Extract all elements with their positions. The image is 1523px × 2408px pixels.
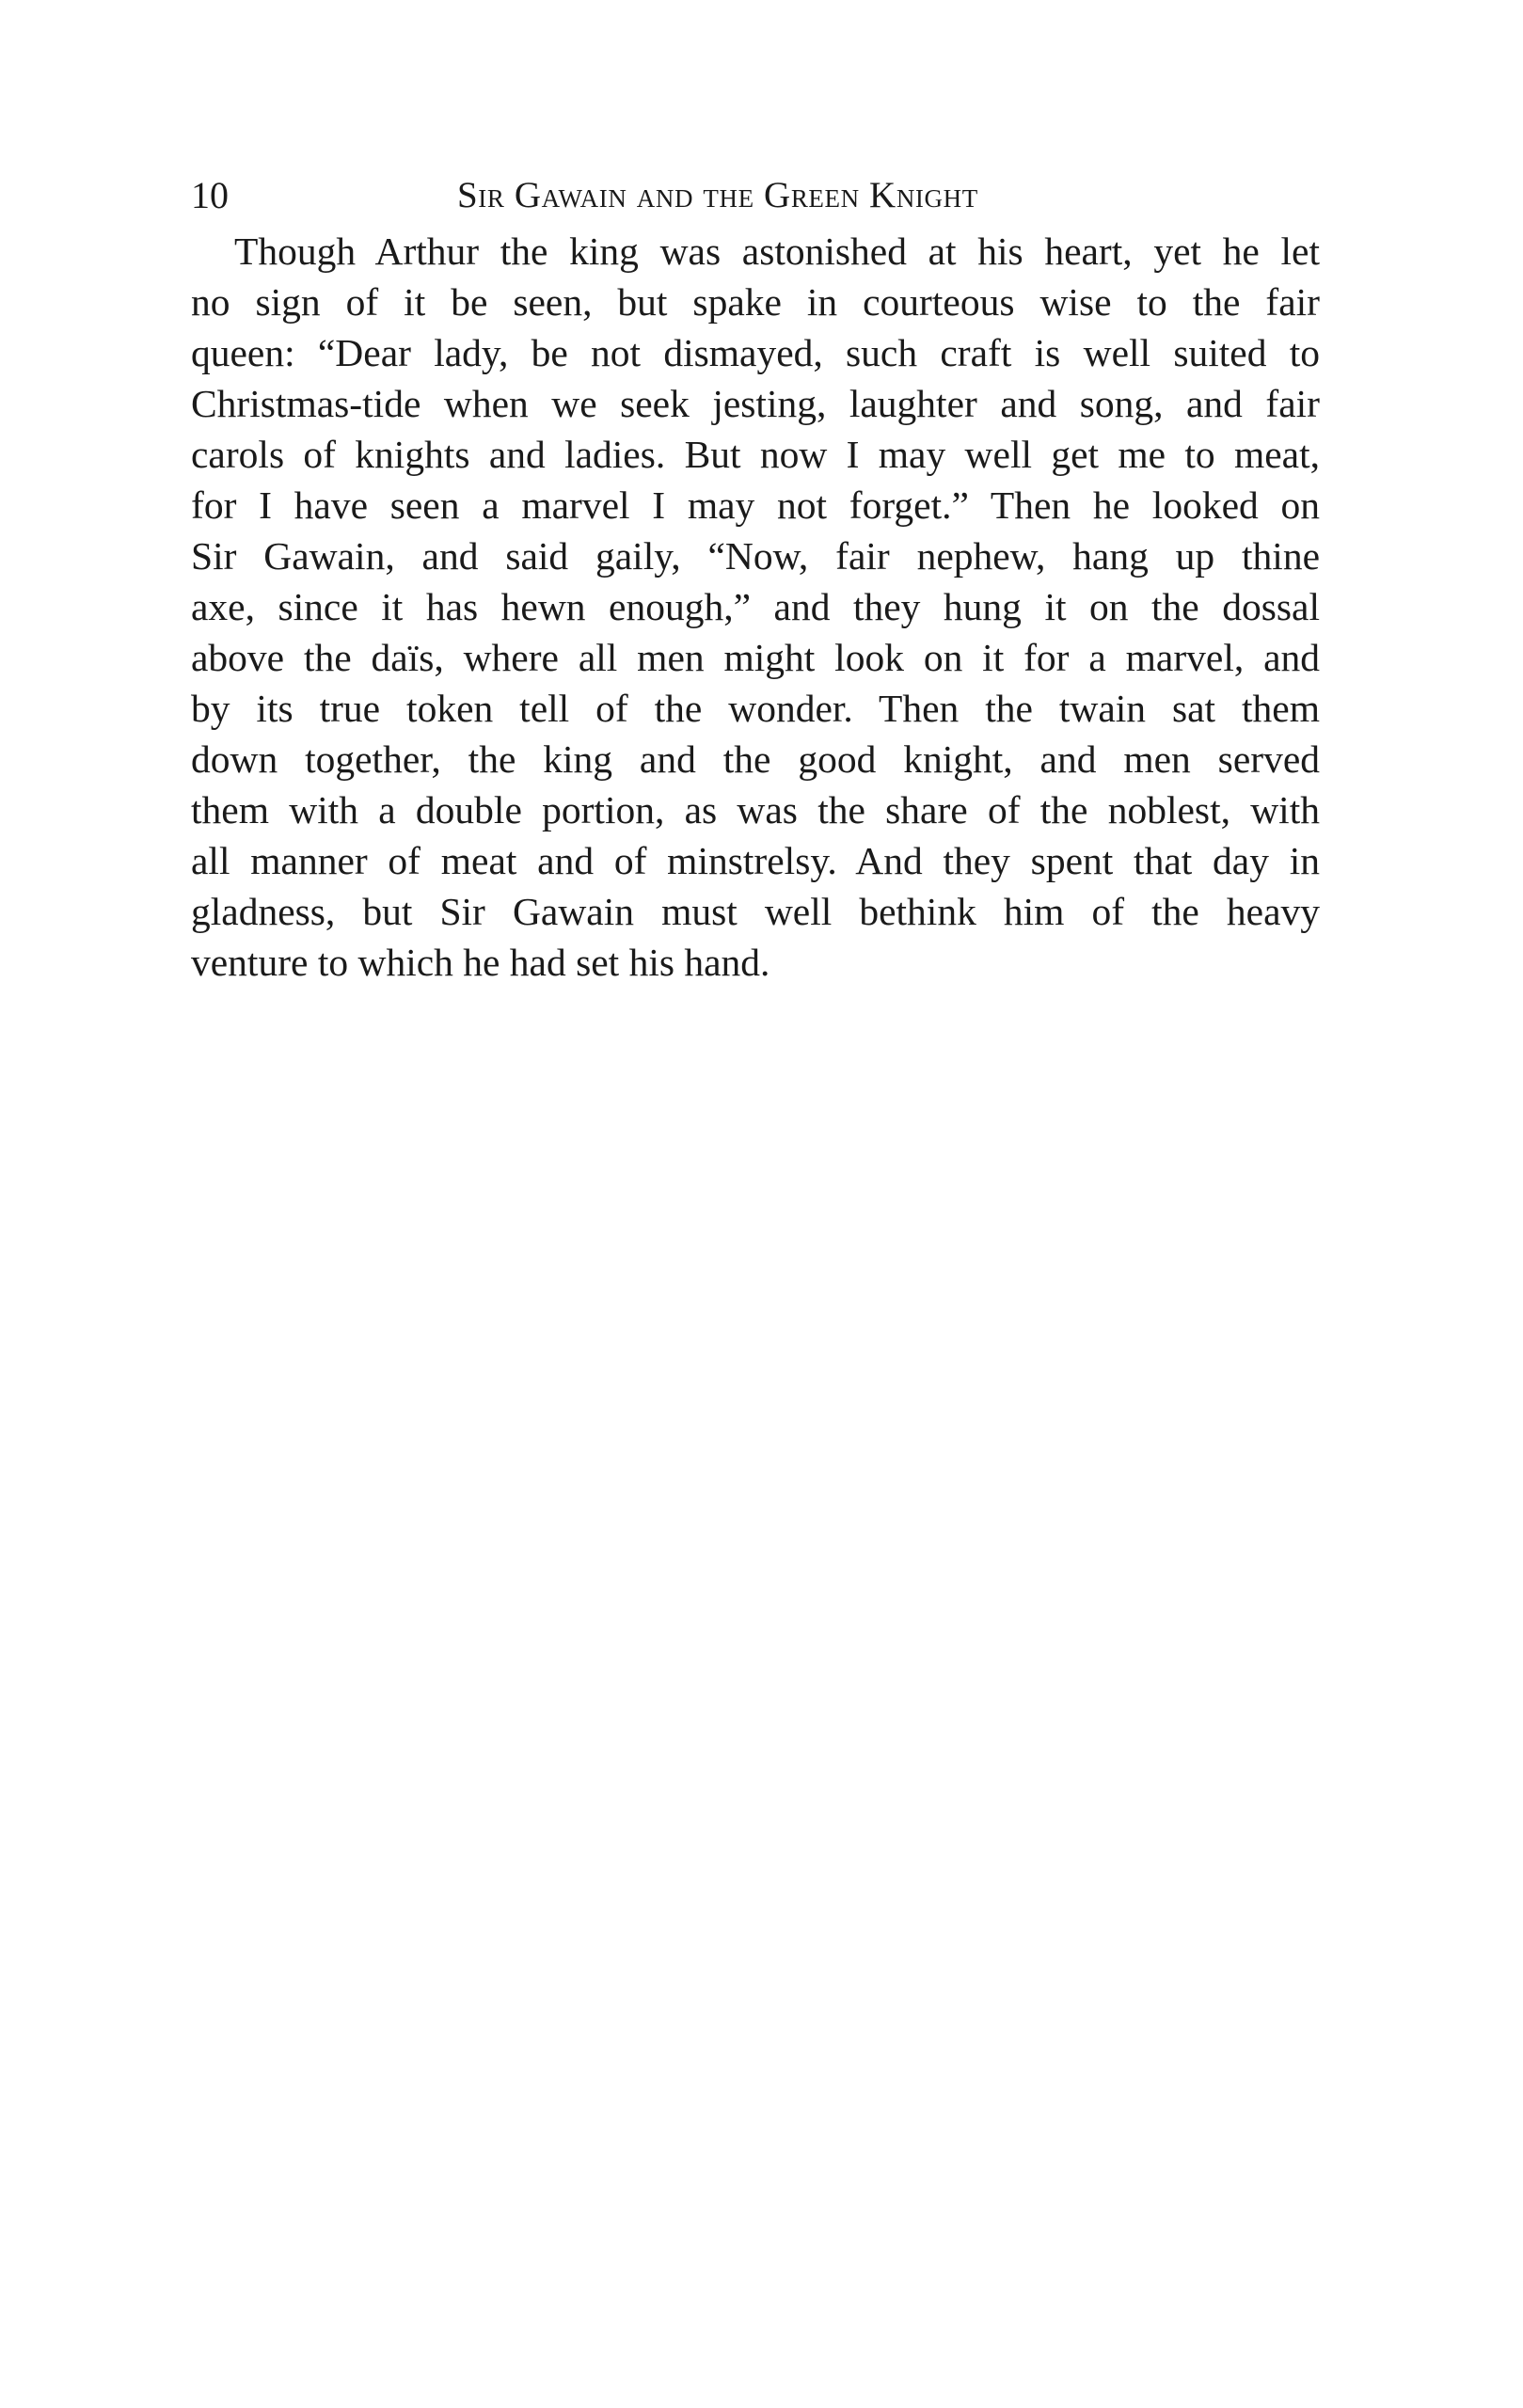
page-number: 10 — [191, 174, 229, 216]
text-line: carols of knights and ladies. But now I may well get me to meat, — [191, 433, 1320, 476]
text-line: for I have seen a marvel I may not forget.” Then he looked on — [191, 483, 1320, 527]
text-line: Sir Gawain, and said gaily, “Now, fair nephew, hang up thine — [191, 534, 1320, 578]
text-line: queen: “Dear lady, be not dismayed, such craft is well suited to — [191, 331, 1320, 374]
text-line: Christmas-tide when we seek jesting, laughter and song, and fair — [191, 382, 1320, 425]
text-line: down together, the king and the good knight, and men served — [191, 737, 1320, 781]
body-paragraph — [191, 226, 1320, 988]
text-line: venture to which he had set his hand. — [191, 941, 770, 984]
text-line: gladness, but Sir Gawain must well bethink him of the heavy — [191, 890, 1320, 933]
text-line: axe, since it has hewn enough,” and they hung it on the dossal — [191, 585, 1320, 628]
text-line: by its true token tell of the wonder. Then the twain sat them — [191, 687, 1320, 730]
text-line: them with a double portion, as was the share of the noblest, with — [191, 788, 1320, 832]
text-line: all manner of meat and of minstrelsy. And they spent that day in — [191, 839, 1320, 882]
text-line: Though Arthur the king was astonished at his heart, yet he let — [234, 230, 1320, 273]
text-line: no sign of it be seen, but spake in courteous wise to the fair — [191, 280, 1320, 324]
text-line: above the daïs, where all men might look on it for a marvel, and — [191, 636, 1320, 679]
running-head — [191, 167, 1320, 224]
running-title: Sir Gawain and the Green Knight — [457, 175, 978, 215]
